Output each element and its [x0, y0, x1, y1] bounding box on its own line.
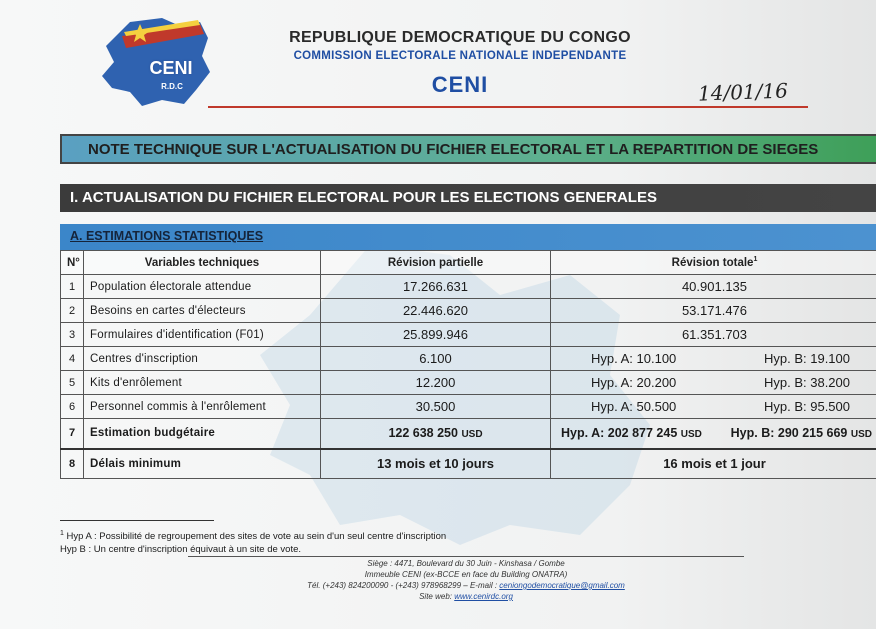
footer-contact [188, 581, 744, 590]
logo-text: CENI [149, 58, 193, 78]
header-total [551, 251, 876, 275]
table-row-budget [61, 419, 876, 449]
hyp-a-value: Hyp. A: 202 877 245 [561, 426, 678, 441]
row-number: 6 [61, 395, 84, 419]
table-header-row [61, 251, 876, 275]
row-variable: Population électorale attendue [84, 275, 321, 299]
row-number: 2 [61, 299, 84, 323]
row-partial: 25.899.946 [321, 323, 551, 347]
row-variable: Centres d'inscription [84, 347, 321, 371]
row-variable: Kits d'enrôlement [84, 371, 321, 395]
hyp-b-value: Hyp. B: 19.100 [764, 351, 850, 366]
footnote-marker: 1 [60, 530, 64, 537]
republic-heading: REPUBLIQUE DEMOCRATIQUE DU CONGO [289, 29, 631, 46]
row-number: 1 [61, 275, 84, 299]
budget-partial-value: 122 638 250 [388, 426, 458, 441]
row-total: 40.901.135 [551, 275, 876, 299]
table-row [61, 323, 876, 347]
ceni-heading: CENI [431, 72, 489, 97]
row-total: 53.171.476 [551, 299, 876, 323]
header-no: N° [61, 251, 84, 275]
table-row [61, 299, 876, 323]
header-rule [208, 106, 808, 108]
footer-website-link[interactable]: www.cenirdc.org [454, 592, 513, 601]
row-partial: 30.500 [321, 395, 551, 419]
footnote-line-1: Hyp A : Possibilité de regroupement des sites de vote au sein d'un seul centre d'inscription [63, 531, 447, 543]
footer-website [188, 592, 744, 601]
hyp-a-budget [561, 426, 702, 440]
row-variable: Estimation budgétaire [84, 419, 321, 449]
note-title-banner [60, 134, 876, 164]
currency-label: USD [850, 429, 872, 441]
currency-label: USD [461, 429, 483, 441]
footnote-rule [60, 520, 214, 521]
header-total-footnote-ref: 1 [753, 256, 758, 264]
hyp-b-value: Hyp. B: 38.200 [764, 375, 850, 390]
row-partial: 17.266.631 [321, 275, 551, 299]
row-number: 7 [61, 419, 84, 449]
table-row [61, 275, 876, 299]
section-title: I. ACTUALISATION DU FICHIER ELECTORAL POUR LES ELECTIONS GENERALES [70, 189, 657, 206]
row-variable: Délais minimum [84, 449, 321, 479]
statistics-table [60, 250, 876, 479]
row-total-hypotheses [551, 419, 876, 449]
row-number: 4 [61, 347, 84, 371]
hyp-b-budget [731, 426, 872, 440]
row-partial: 22.446.620 [321, 299, 551, 323]
table-row-delay [61, 449, 876, 479]
hyp-a-value: Hyp. A: 20.200 [591, 375, 677, 390]
row-total-hypotheses [551, 371, 876, 395]
row-number: 3 [61, 323, 84, 347]
row-partial: 12.200 [321, 371, 551, 395]
row-variable: Formulaires d'identification (F01) [84, 323, 321, 347]
row-number: 8 [61, 449, 84, 479]
table-row [61, 395, 876, 419]
subsection-title: A. ESTIMATIONS STATISTIQUES [70, 229, 264, 243]
row-partial [321, 419, 551, 449]
hyp-a-value: Hyp. A: 10.100 [591, 351, 677, 366]
footer-website-label: Site web: [419, 592, 455, 601]
row-partial: 13 mois et 10 jours [321, 449, 551, 479]
table-row [61, 347, 876, 371]
row-number: 5 [61, 371, 84, 395]
footer-building: Immeuble CENI (ex-BCCE en face du Building ONATRA) [364, 570, 568, 579]
header-partial: Révision partielle [321, 251, 551, 275]
row-total-hypotheses [551, 347, 876, 371]
subsection-banner [60, 224, 876, 250]
row-total: 16 mois et 1 jour [551, 449, 876, 479]
header-total-label: Révision totale [671, 256, 754, 269]
logo-subtext: R.D.C [161, 82, 183, 91]
footnote-hyp-a [60, 530, 446, 542]
commission-heading: COMMISSION ELECTORALE NATIONALE INDEPENDANTE [293, 50, 627, 62]
row-total-hypotheses [551, 395, 876, 419]
hyp-a-value: Hyp. A: 50.500 [591, 399, 677, 414]
footnote-hyp-b: Hyp B : Un centre d'inscription équivaut à un site de vote. [60, 544, 302, 555]
row-variable: Personnel commis à l'enrôlement [84, 395, 321, 419]
row-variable: Besoins en cartes d'électeurs [84, 299, 321, 323]
currency-label: USD [680, 429, 702, 441]
note-title: NOTE TECHNIQUE SUR L'ACTUALISATION DU FICHIER ELECTORAL ET LA REPARTITION DE SIEGES [88, 141, 819, 158]
hyp-b-value: Hyp. B: 95.500 [764, 399, 850, 414]
footer-rule [188, 556, 744, 557]
hyp-b-value: Hyp. B: 290 215 669 [730, 426, 848, 441]
section-banner [60, 184, 876, 212]
header-variable: Variables techniques [84, 251, 321, 275]
handwritten-date: 14/01/16 [697, 78, 789, 106]
row-partial: 6.100 [321, 347, 551, 371]
row-total: 61.351.703 [551, 323, 876, 347]
table-row [61, 371, 876, 395]
footer-phone: Tél. (+243) 824200090 - (+243) 978968299 – E-mail : [307, 581, 500, 590]
footer-address: Siège : 4471, Boulevard du 30 Juin - Kinshasa / Gombe [367, 559, 565, 568]
footer-email-link[interactable]: ceniongodemocratique@gmail.com [499, 581, 625, 590]
